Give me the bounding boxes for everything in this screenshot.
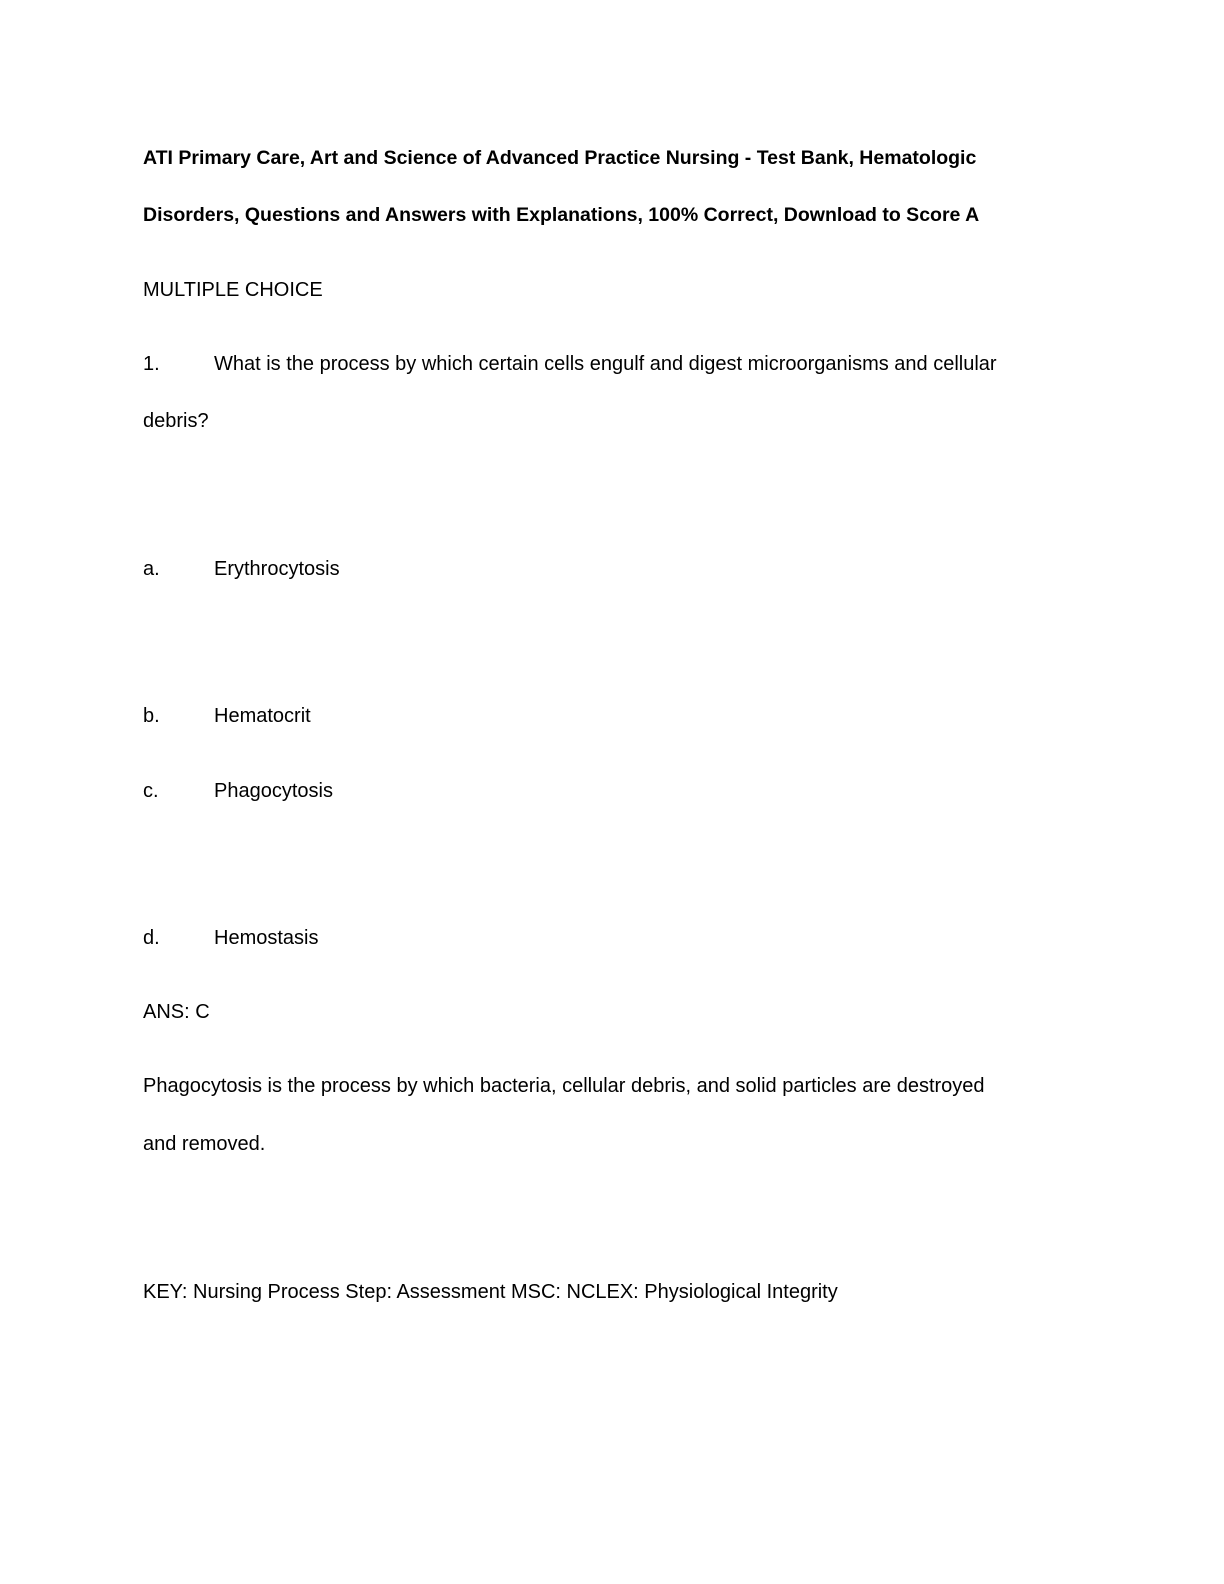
- option-letter: b.: [143, 705, 160, 727]
- document-title-line-1: ATI Primary Care, Art and Science of Advanced Practice Nursing - Test Bank, Hematologic: [143, 147, 977, 169]
- option-c: [143, 777, 333, 805]
- option-text: Phagocytosis: [214, 780, 333, 802]
- question-number: 1.: [143, 353, 160, 375]
- key-line: KEY: Nursing Process Step: Assessment MSC: NCLEX: Physiological Integrity: [143, 1281, 838, 1303]
- option-letter: a.: [143, 558, 160, 580]
- question-text: What is the process by which certain cells engulf and digest microorganisms and cellular: [214, 353, 997, 375]
- option-text: Hemostasis: [214, 927, 319, 949]
- option-letter: d.: [143, 927, 160, 949]
- document-title-line-2: Disorders, Questions and Answers with Explanations, 100% Correct, Download to Score A: [143, 204, 980, 226]
- option-text: Erythrocytosis: [214, 558, 340, 580]
- answer-line: ANS: C: [143, 1001, 210, 1023]
- section-heading: MULTIPLE CHOICE: [143, 279, 323, 301]
- question-line-1: [143, 350, 997, 378]
- option-b: [143, 702, 311, 730]
- option-d: [143, 924, 318, 952]
- question-line-2: debris?: [143, 410, 209, 432]
- option-text: Hematocrit: [214, 705, 311, 727]
- option-a: [143, 555, 340, 583]
- explanation-line-2: and removed.: [143, 1133, 266, 1155]
- option-letter: c.: [143, 780, 159, 802]
- explanation-line-1: Phagocytosis is the process by which bacteria, cellular debris, and solid particles are destroyed: [143, 1075, 985, 1097]
